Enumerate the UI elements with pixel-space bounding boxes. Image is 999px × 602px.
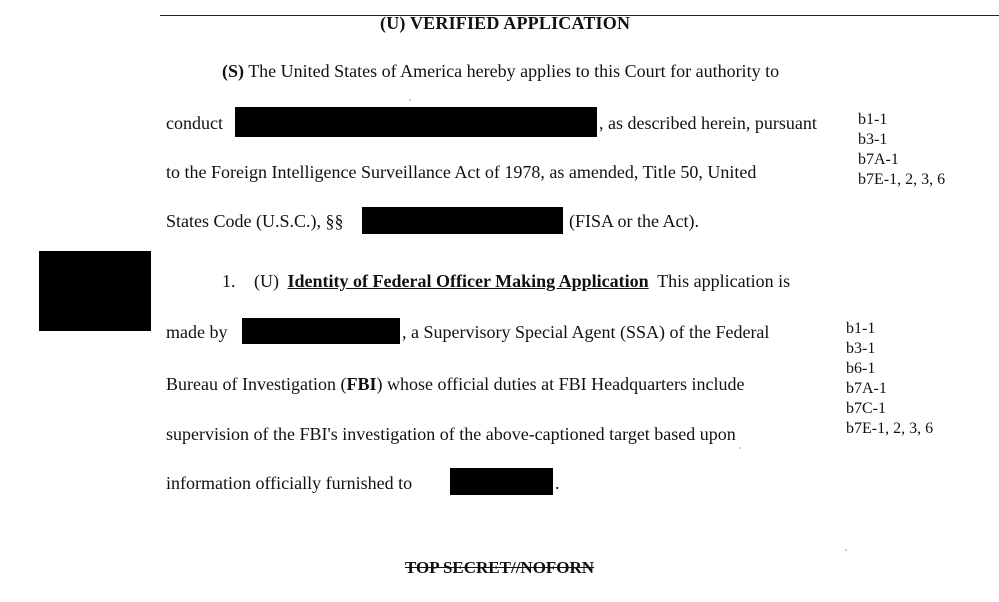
exemption-code: b1-1 [858,111,888,128]
para1-line1 [222,62,779,80]
para1-line2-start: conduct [166,113,223,133]
footer-classification: TOP SECRET//NOFORN [405,558,595,577]
para1-line1-text: The United States of America hereby applies to this Court for authority to [248,61,780,81]
scan-speck [739,447,741,449]
scan-speck [845,549,847,551]
redaction-block [235,107,597,137]
section1-line5-end: . [555,473,560,493]
redaction-block [39,251,151,331]
exemption-code: b6-1 [846,360,876,377]
para1-line3: to the Foreign Intelligence Surveillance Act of 1978, as amended, Title 50, United [166,162,757,182]
para1-line2-end: , as described herein, pursuant [599,113,817,133]
exemption-codes-section1 [846,319,933,439]
section1-line2-end: , a Supervisory Special Agent (SSA) of the Federal [402,322,770,342]
section-number: 1. [222,271,236,291]
para1-line4-start: States Code (U.S.C.), §§ [166,211,344,231]
redaction-block [242,318,400,344]
scan-speck [409,99,411,101]
para1-classification-marking: (S) [222,61,244,81]
exemption-code: b1-1 [846,320,876,337]
redaction-block [450,468,553,495]
section1-line4: supervision of the FBI's investigation of the above-captioned target based upon [166,424,736,444]
section1-line3-start: Bureau of Investigation ( [166,374,347,394]
exemption-code: b3-1 [858,131,888,148]
section1-line1-tail: This application is [657,271,791,291]
exemption-code: b7A-1 [846,380,887,397]
section1-heading: Identity of Federal Officer Making Application [287,271,649,291]
para1-line4-end: (FISA or the Act). [569,211,699,231]
exemption-codes-para1 [858,110,945,190]
section1-line5-start: information officially furnished to [166,473,413,493]
section1-classification-marking: (U) [254,271,279,291]
exemption-code: b7E-1, 2, 3, 6 [846,420,934,437]
exemption-code: b7E-1, 2, 3, 6 [858,171,946,188]
exemption-code: b3-1 [846,340,876,357]
section1-line3-end: ) whose official duties at FBI Headquarters include [376,374,745,394]
exemption-code: b7A-1 [858,151,899,168]
section1-line3-bold: FBI [346,374,377,394]
section1-heading-line [222,272,790,290]
page-title: (U) VERIFIED APPLICATION [380,13,631,33]
section1-line3 [166,375,745,393]
exemption-code: b7C-1 [846,400,886,417]
redaction-block [362,207,563,234]
section1-line2-start: made by [166,322,228,342]
